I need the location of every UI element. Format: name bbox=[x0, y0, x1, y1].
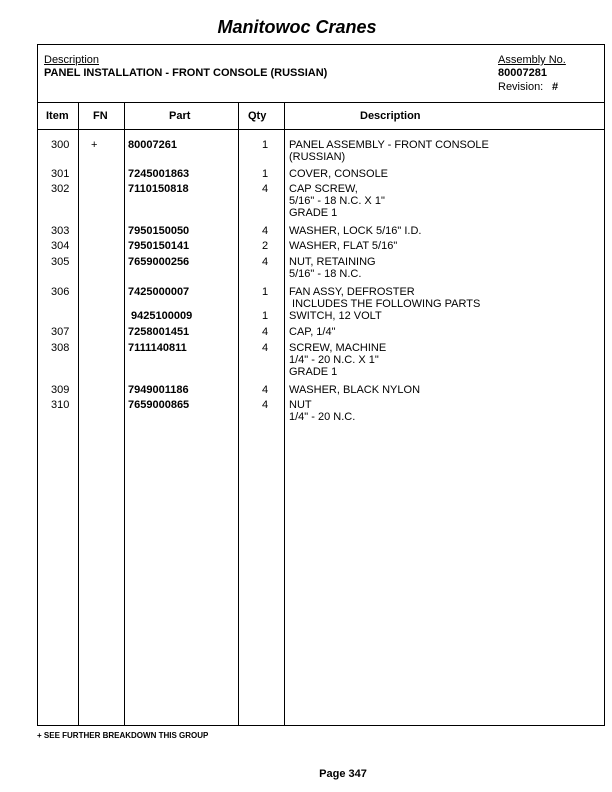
quantity: 1 bbox=[262, 310, 269, 322]
column-divider bbox=[284, 103, 285, 725]
part-description: 5/16" - 18 N.C. X 1" bbox=[289, 195, 385, 207]
description-label: Description bbox=[44, 54, 100, 66]
part-description: PANEL ASSEMBLY - FRONT CONSOLE bbox=[289, 139, 489, 151]
item-number: 309 bbox=[51, 384, 70, 396]
quantity: 1 bbox=[262, 168, 269, 180]
quantity: 2 bbox=[262, 240, 269, 252]
item-number: 306 bbox=[51, 286, 70, 298]
part-number: 7949001186 bbox=[128, 384, 189, 396]
part-number: 7258001451 bbox=[128, 326, 190, 338]
revision-label: Revision: bbox=[498, 81, 544, 93]
column-divider bbox=[238, 103, 239, 725]
part-number: 7950150050 bbox=[128, 225, 190, 237]
find-number: + bbox=[91, 139, 98, 151]
item-number: 305 bbox=[51, 256, 70, 268]
part-description: INCLUDES THE FOLLOWING PARTS bbox=[289, 298, 481, 310]
assembly-description: PANEL INSTALLATION - FRONT CONSOLE (RUSSIAN) bbox=[44, 67, 328, 79]
part-number: 7110150818 bbox=[128, 183, 189, 195]
item-number: 302 bbox=[51, 183, 70, 195]
part-description: WASHER, FLAT 5/16" bbox=[289, 240, 398, 252]
column-header-description: Description bbox=[360, 110, 421, 122]
quantity: 4 bbox=[262, 399, 269, 411]
column-divider bbox=[124, 103, 125, 725]
part-description: (RUSSIAN) bbox=[289, 151, 346, 163]
item-number: 308 bbox=[51, 342, 70, 354]
item-number: 307 bbox=[51, 326, 70, 338]
column-header-qty: Qty bbox=[248, 110, 267, 122]
part-description: NUT, RETAINING bbox=[289, 256, 376, 268]
column-header-item: Item bbox=[46, 110, 69, 122]
column-header-fn: FN bbox=[93, 110, 108, 122]
part-description: 5/16" - 18 N.C. bbox=[289, 268, 362, 280]
quantity: 4 bbox=[262, 183, 269, 195]
part-description: COVER, CONSOLE bbox=[289, 168, 389, 180]
part-description: WASHER, LOCK 5/16" I.D. bbox=[289, 225, 422, 237]
column-header-part: Part bbox=[169, 110, 191, 122]
part-description: NUT bbox=[289, 399, 312, 411]
assembly-number: 80007281 bbox=[498, 67, 547, 79]
part-description: WASHER, BLACK NYLON bbox=[289, 384, 421, 396]
item-number: 300 bbox=[51, 139, 70, 151]
page-number: Page 347 bbox=[319, 768, 367, 780]
header-divider bbox=[38, 102, 604, 103]
part-description: CAP SCREW, bbox=[289, 183, 358, 195]
footnote: + SEE FURTHER BREAKDOWN THIS GROUP bbox=[37, 731, 209, 740]
part-description: CAP, 1/4" bbox=[289, 326, 336, 338]
item-number: 301 bbox=[51, 168, 70, 180]
part-number: 7659000865 bbox=[128, 399, 190, 411]
item-number: 310 bbox=[51, 399, 70, 411]
part-number: 7659000256 bbox=[128, 256, 190, 268]
part-description: FAN ASSY, DEFROSTER bbox=[289, 286, 415, 298]
part-number: 7950150141 bbox=[128, 240, 190, 252]
quantity: 4 bbox=[262, 256, 269, 268]
part-description: GRADE 1 bbox=[289, 207, 338, 219]
parts-table-frame bbox=[37, 44, 605, 726]
part-number: 7111140811 bbox=[128, 342, 187, 354]
part-description: GRADE 1 bbox=[289, 366, 338, 378]
quantity: 1 bbox=[262, 139, 269, 151]
quantity: 4 bbox=[262, 342, 269, 354]
part-description: SCREW, MACHINE bbox=[289, 342, 387, 354]
quantity: 4 bbox=[262, 326, 269, 338]
part-description: 1/4" - 20 N.C. X 1" bbox=[289, 354, 379, 366]
column-header-divider bbox=[38, 129, 604, 130]
part-number: 9425100009 bbox=[128, 310, 193, 322]
part-number: 80007261 bbox=[128, 139, 177, 151]
quantity: 4 bbox=[262, 384, 269, 396]
part-number: 7425000007 bbox=[128, 286, 190, 298]
page-title: Manitowoc Cranes bbox=[217, 17, 377, 37]
item-number: 304 bbox=[51, 240, 70, 252]
item-number: 303 bbox=[51, 225, 70, 237]
revision-value: # bbox=[552, 81, 559, 93]
quantity: 4 bbox=[262, 225, 269, 237]
column-divider bbox=[78, 103, 79, 725]
part-description: 1/4" - 20 N.C. bbox=[289, 411, 356, 423]
part-number: 7245001863 bbox=[128, 168, 190, 180]
part-description: SWITCH, 12 VOLT bbox=[289, 310, 382, 322]
assembly-label: Assembly No. bbox=[498, 54, 566, 66]
quantity: 1 bbox=[262, 286, 269, 298]
